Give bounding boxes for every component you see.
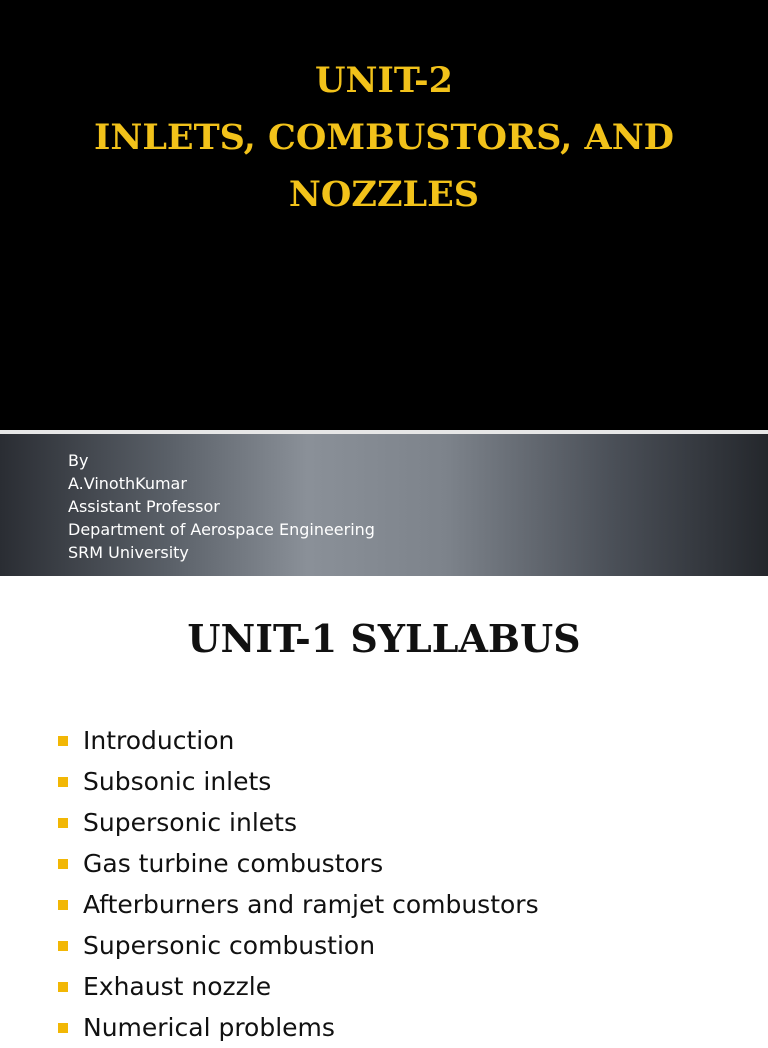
list-item — [58, 720, 539, 761]
title-slide — [0, 0, 768, 430]
list-item-text: Supersonic combustion — [83, 931, 376, 960]
list-item — [58, 802, 539, 843]
author-by: By — [68, 451, 89, 470]
list-item-text: Supersonic inlets — [83, 808, 297, 837]
square-bullet-icon — [58, 941, 68, 951]
list-item-text: Numerical problems — [83, 1013, 335, 1042]
list-item — [58, 884, 539, 925]
syllabus-heading: UNIT-1 SYLLABUS — [187, 616, 581, 661]
square-bullet-icon — [58, 777, 68, 787]
square-bullet-icon — [58, 818, 68, 828]
syllabus-slide — [0, 576, 768, 1042]
title-line: UNIT-2 — [314, 60, 454, 101]
list-item-text: Subsonic inlets — [83, 767, 272, 796]
list-item — [58, 761, 539, 802]
list-item — [58, 966, 539, 1007]
syllabus-list — [58, 720, 539, 1048]
author-university: SRM University — [68, 543, 189, 562]
square-bullet-icon — [58, 736, 68, 746]
square-bullet-icon — [58, 900, 68, 910]
author-band — [0, 434, 768, 576]
author-position: Assistant Professor — [68, 497, 220, 516]
title-line: NOZZLES — [288, 174, 480, 215]
list-item — [58, 925, 539, 966]
list-item-text: Afterburners and ramjet combustors — [83, 890, 539, 919]
square-bullet-icon — [58, 982, 68, 992]
list-item-text: Gas turbine combustors — [83, 849, 384, 878]
square-bullet-icon — [58, 1023, 68, 1033]
author-department: Department of Aerospace Engineering — [68, 520, 375, 539]
author-info — [68, 449, 375, 564]
list-item — [58, 843, 539, 884]
square-bullet-icon — [58, 859, 68, 869]
list-item — [58, 1007, 539, 1048]
list-item-text: Introduction — [83, 726, 235, 755]
author-name: A.VinothKumar — [68, 474, 187, 493]
slide-title — [0, 52, 768, 223]
title-line: INLETS, COMBUSTORS, AND — [93, 117, 675, 158]
list-item-text: Exhaust nozzle — [83, 972, 272, 1001]
